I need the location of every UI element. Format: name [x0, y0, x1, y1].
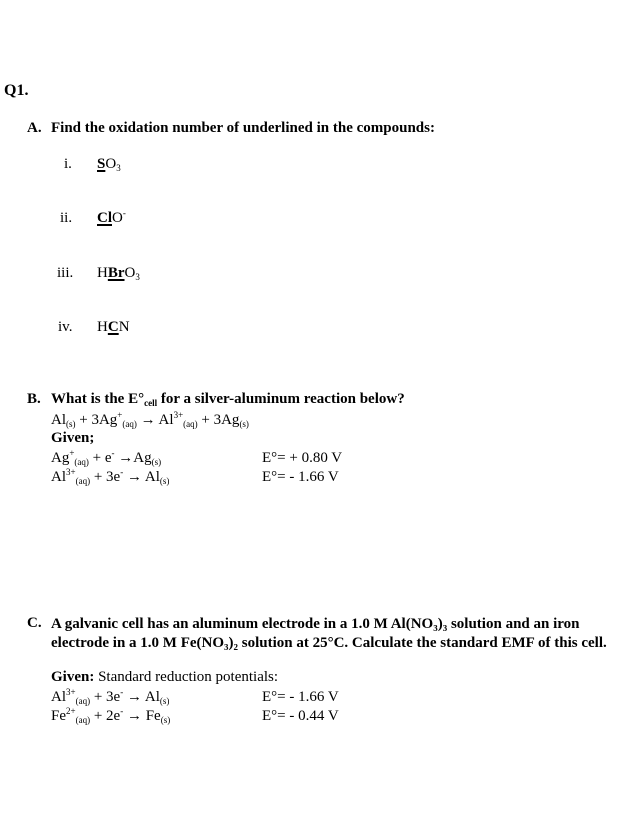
item-iv-number: iv. — [58, 319, 73, 335]
part-b-half-reaction-1: $Ag^+_{(aq)} + e^- \to Ag_{(s)}$ — [51, 448, 162, 467]
part-a-prompt: Find the oxidation number of underlined in the compounds: — [51, 120, 435, 136]
part-b-potential-2: E°= - 1.66 V — [262, 469, 339, 485]
item-i-formula: $SO_3$ — [97, 156, 121, 173]
part-c-potential-2: E°= - 0.44 V — [262, 708, 339, 724]
part-a-label: A. — [27, 120, 42, 136]
part-b-given: Given; — [51, 430, 95, 446]
part-b-half-reaction-2: $Al^{3+}_{(aq)} + 3e^- \to Al_{(s)}$ — [51, 467, 170, 486]
part-c-half-reaction-1: $Al^{3+}_{(aq)} + 3e^- \to Al_{(s)}$ — [51, 687, 170, 706]
part-b-reaction: $Al_{(s)} + 3Ag^+_{(aq)} \to Al^{3+}_{(aq)} + 3Ag_{(s)}$ — [51, 410, 249, 429]
item-i-number: i. — [64, 156, 72, 172]
item-iv-formula: HCN — [97, 319, 130, 335]
part-b-potential-1: E°= + 0.80 V — [262, 450, 343, 466]
item-ii-number: ii. — [60, 210, 73, 226]
item-iii-number: iii. — [57, 265, 74, 281]
part-b-prompt: What is the $E^\circ_{cell}$ for a silver-aluminum reaction below? — [51, 391, 405, 408]
item-iii-formula: HBrO$_3$ — [97, 265, 140, 282]
part-c-given: Given: Standard reduction potentials: — [51, 669, 279, 685]
part-c-prompt: A galvanic cell has an aluminum electrode in a 1.0 M Al(NO₃)₃ solution and an iron electrode in a 1.0 M Fe(NO₃)₂ solution at 25°C. Calculate the standard EMF of this cell. — [51, 616, 607, 651]
part-c-label: C. — [27, 615, 42, 631]
part-c-potential-1: E°= - 1.66 V — [262, 689, 339, 705]
part-b-label: B. — [27, 391, 41, 407]
part-c-half-reaction-2: $Fe^{2+}_{(aq)} + 2e^- \to Fe_{(s)}$ — [51, 706, 171, 725]
question-number: Q1. — [4, 82, 29, 99]
item-ii-formula: ClO- — [97, 208, 126, 226]
